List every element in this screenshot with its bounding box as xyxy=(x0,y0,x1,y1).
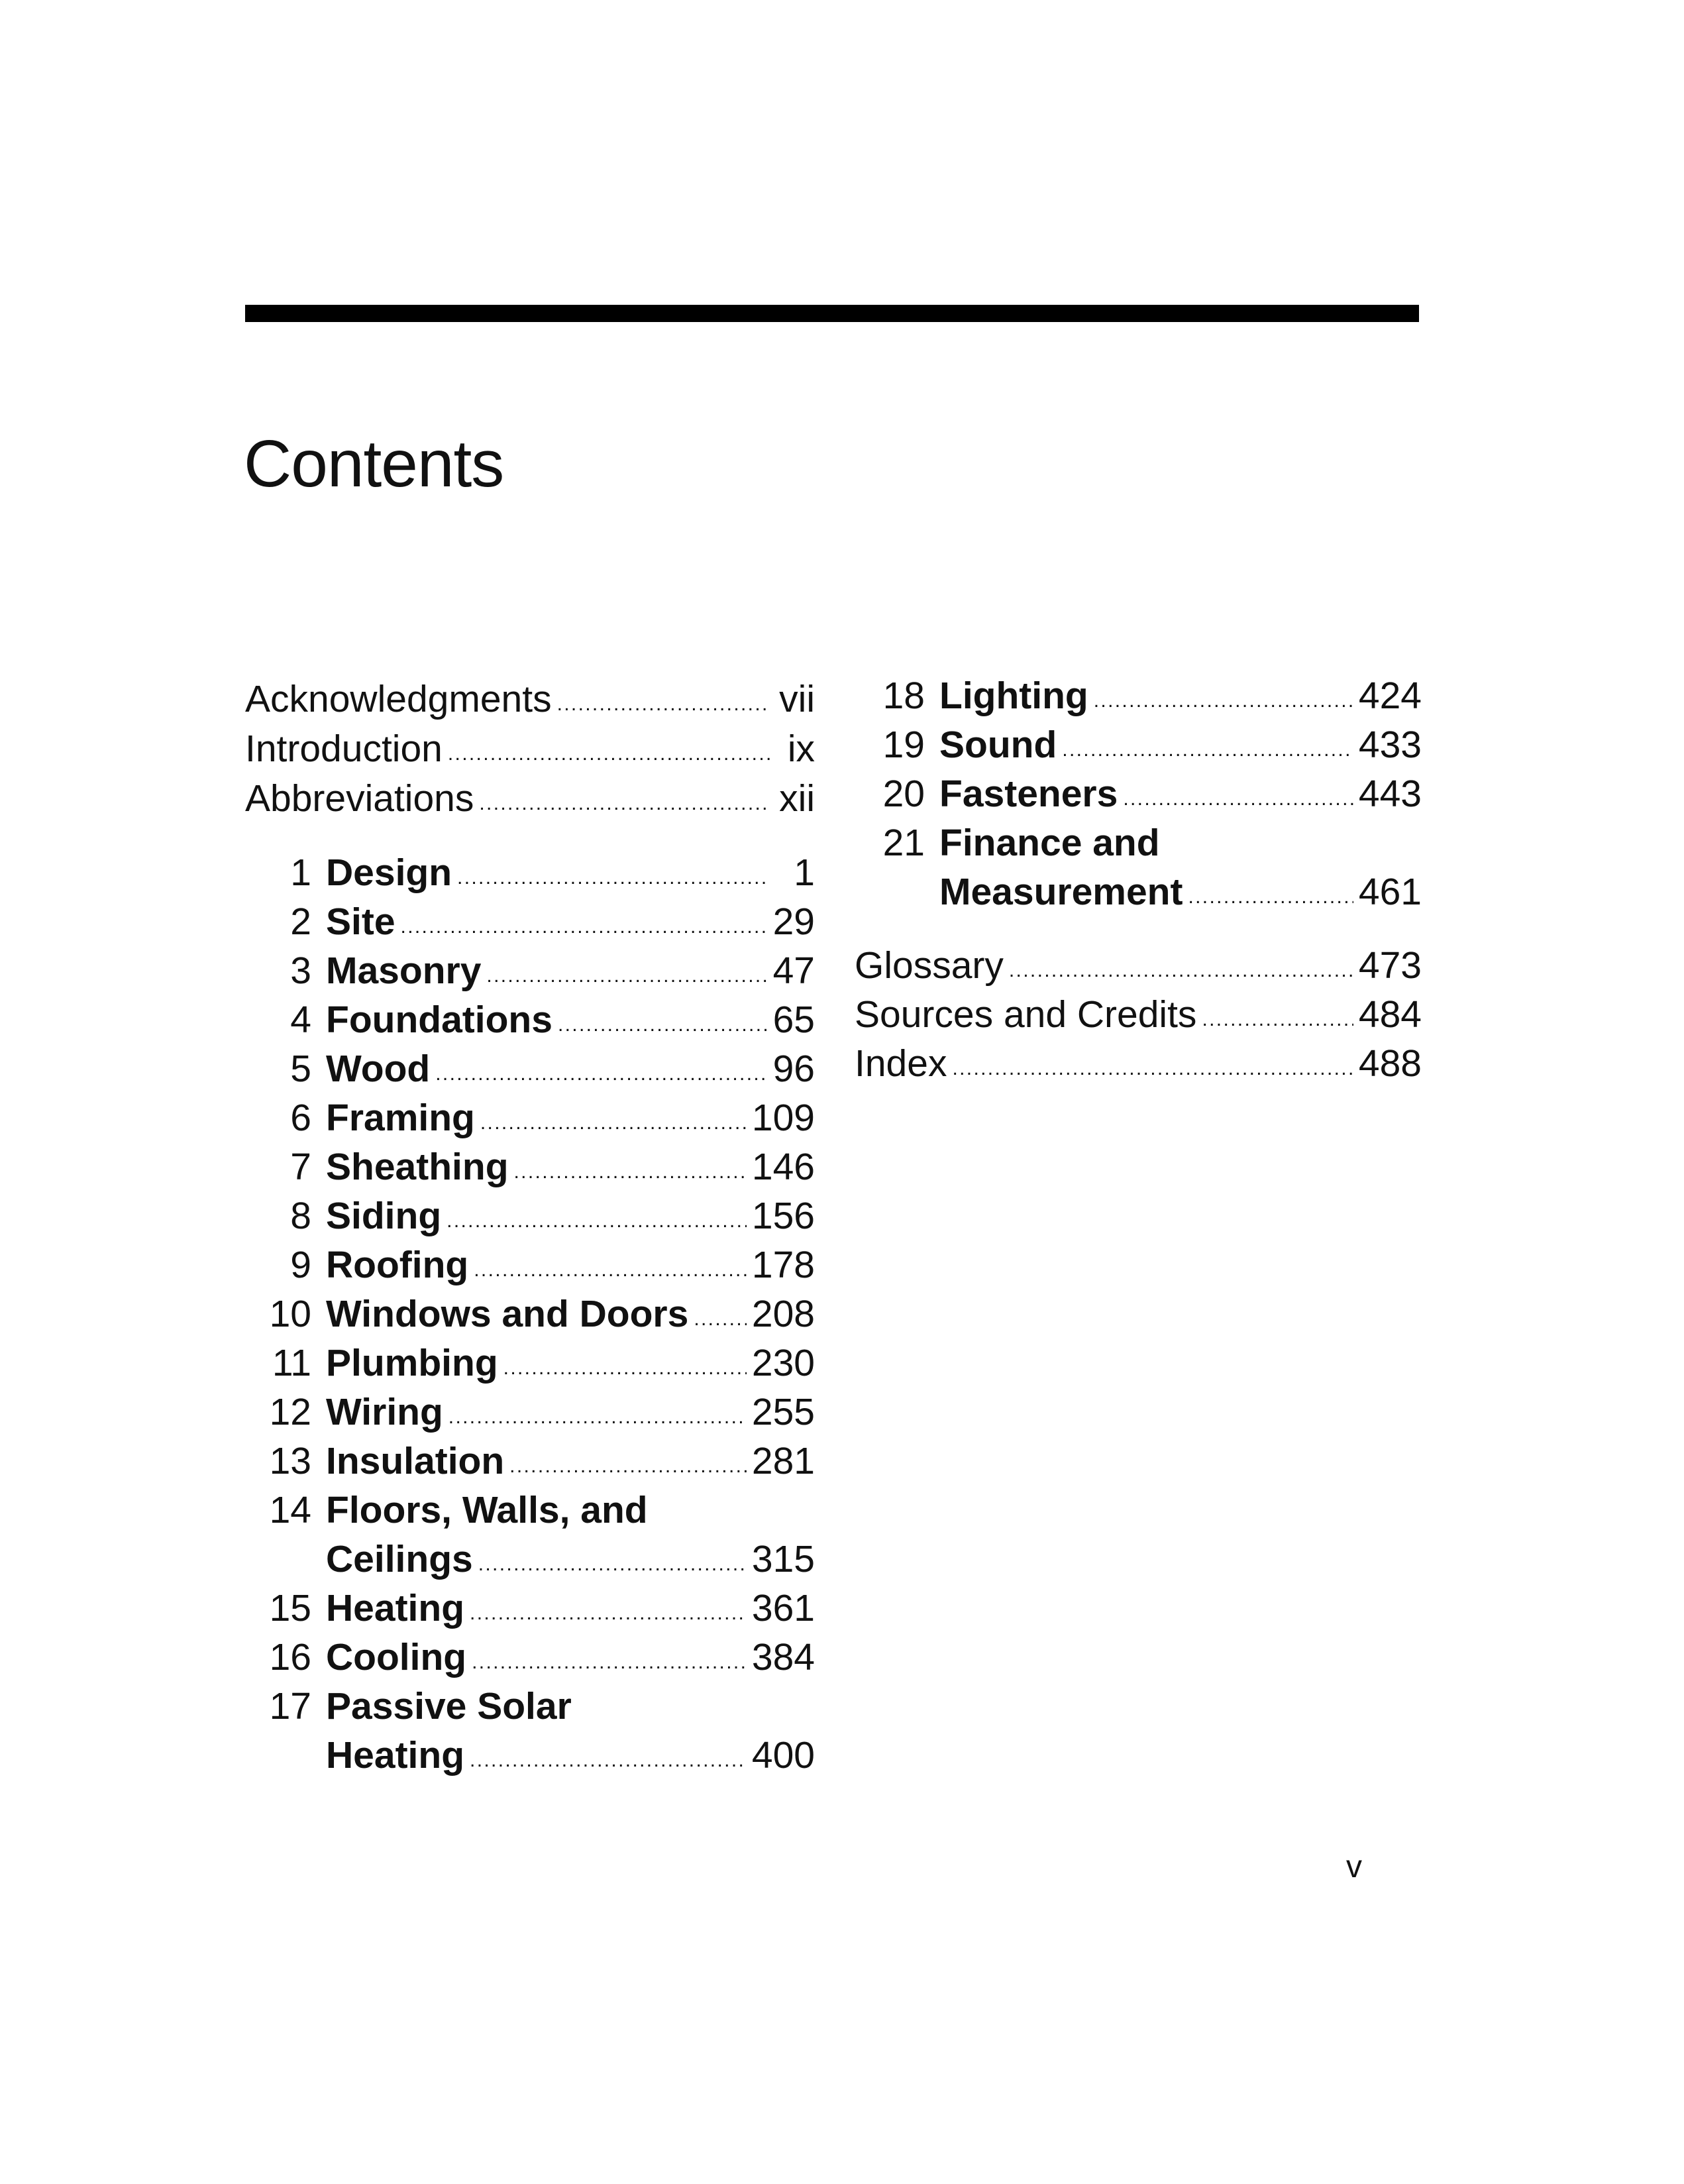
toc-label: Finance and xyxy=(939,822,1160,864)
leader-dots xyxy=(558,999,768,1039)
toc-entry-chapter[interactable] xyxy=(245,1333,815,1382)
leader-dots xyxy=(1062,724,1353,764)
toc-label: Index xyxy=(855,1042,947,1085)
toc-entry-chapter[interactable] xyxy=(245,1382,815,1431)
toc-label: Sheathing xyxy=(326,1146,509,1188)
toc-label: Windows and Doors xyxy=(326,1293,689,1335)
toc-page: 433 xyxy=(1358,724,1422,766)
toc-label: Cooling xyxy=(326,1636,467,1678)
toc-entry-chapter[interactable] xyxy=(245,1480,815,1529)
toc-entry-chapter[interactable] xyxy=(245,1039,815,1088)
toc-label: Wiring xyxy=(326,1391,443,1433)
toc-entry-glossary[interactable] xyxy=(855,936,1422,985)
leader-dots xyxy=(479,778,770,818)
leader-dots xyxy=(401,901,768,941)
toc-page: 230 xyxy=(751,1342,815,1384)
chapter-number: 21 xyxy=(882,822,925,864)
toc-entry-chapter[interactable] xyxy=(245,1627,815,1676)
chapter-number: 17 xyxy=(269,1685,311,1727)
toc-label: Site xyxy=(326,901,395,943)
toc-page: 461 xyxy=(1358,871,1422,913)
leader-dots xyxy=(1202,994,1353,1034)
toc-entry-index[interactable] xyxy=(855,1034,1422,1083)
toc-entry-chapter[interactable] xyxy=(245,1578,815,1627)
toc-page: 1 xyxy=(794,851,815,894)
toc-entry-sources-and-credits[interactable] xyxy=(855,985,1422,1034)
toc-page: 424 xyxy=(1358,675,1422,717)
toc-label: Sound xyxy=(939,724,1057,766)
toc-label: Roofing xyxy=(326,1244,469,1286)
toc-page: 361 xyxy=(751,1587,815,1629)
toc-entry-chapter[interactable] xyxy=(245,892,815,941)
toc-label: Acknowledgments xyxy=(245,678,552,720)
toc-label: Sources and Credits xyxy=(855,993,1197,1036)
page-folio: v xyxy=(1346,1849,1362,1884)
toc-page: 156 xyxy=(751,1195,815,1237)
toc-page: 178 xyxy=(751,1244,815,1286)
toc-label-continued: Heating xyxy=(326,1734,465,1776)
toc-label: Floors, Walls, and xyxy=(326,1489,648,1531)
leader-dots xyxy=(1188,871,1353,911)
toc-entry-chapter[interactable] xyxy=(245,1284,815,1333)
toc-page: 29 xyxy=(772,901,815,943)
toc-label: Foundations xyxy=(326,999,553,1041)
chapter-number: 14 xyxy=(269,1489,311,1531)
toc-label: Design xyxy=(326,851,452,894)
chapter-number: 15 xyxy=(269,1587,311,1629)
leader-dots xyxy=(952,1043,1353,1083)
toc-page: 488 xyxy=(1358,1042,1422,1085)
toc-entry-chapter[interactable] xyxy=(245,1235,815,1284)
toc-entry-chapter-continued[interactable] xyxy=(245,1725,815,1774)
chapter-number: 12 xyxy=(269,1391,311,1433)
leader-dots xyxy=(509,1441,747,1480)
chapter-number: 9 xyxy=(290,1244,311,1286)
toc-page: 315 xyxy=(751,1538,815,1580)
leader-dots xyxy=(1094,675,1353,715)
header-rule xyxy=(245,305,1419,322)
leader-dots xyxy=(486,950,767,990)
toc-entry-chapter[interactable] xyxy=(245,1676,815,1725)
toc-entry-chapter[interactable] xyxy=(859,764,1422,813)
chapter-number: 20 xyxy=(882,773,925,815)
toc-entry-abbreviations[interactable] xyxy=(245,769,815,818)
leader-dots xyxy=(435,1048,767,1088)
leader-dots xyxy=(1009,945,1353,985)
leader-dots xyxy=(503,1342,747,1382)
leader-dots xyxy=(474,1244,747,1284)
toc-page: 255 xyxy=(751,1391,815,1433)
toc-label: Introduction xyxy=(245,728,443,770)
toc-page: vii xyxy=(779,678,815,720)
toc-entry-chapter[interactable] xyxy=(245,843,815,892)
toc-page: 484 xyxy=(1358,993,1422,1036)
leader-dots xyxy=(694,1293,747,1333)
toc-entry-introduction[interactable] xyxy=(245,719,815,768)
toc-page: 65 xyxy=(772,999,815,1041)
toc-entry-chapter[interactable] xyxy=(859,813,1422,862)
leader-dots xyxy=(1123,773,1353,813)
toc-page: 400 xyxy=(751,1734,815,1776)
toc-entry-acknowledgments[interactable] xyxy=(245,669,815,718)
chapter-number: 7 xyxy=(290,1146,311,1188)
chapter-number: 11 xyxy=(272,1342,311,1384)
toc-page: 443 xyxy=(1358,773,1422,815)
toc-page: xii xyxy=(779,777,815,820)
toc-entry-chapter[interactable] xyxy=(245,941,815,990)
toc-entry-chapter[interactable] xyxy=(245,990,815,1039)
toc-entry-chapter[interactable] xyxy=(245,1137,815,1186)
toc-page: 208 xyxy=(751,1293,815,1335)
chapter-number: 2 xyxy=(290,901,311,943)
leader-dots xyxy=(557,679,770,718)
leader-dots xyxy=(470,1588,747,1627)
chapter-number: 10 xyxy=(269,1293,311,1335)
chapter-number: 1 xyxy=(290,851,311,894)
leader-dots xyxy=(472,1637,747,1676)
toc-label: Heating xyxy=(326,1587,465,1629)
toc-label: Insulation xyxy=(326,1440,505,1482)
chapter-number: 16 xyxy=(269,1636,311,1678)
page-title: Contents xyxy=(244,427,504,501)
toc-page: 109 xyxy=(751,1097,815,1139)
leader-dots xyxy=(514,1146,747,1186)
chapter-number: 4 xyxy=(290,999,311,1041)
toc-label: Fasteners xyxy=(939,773,1118,815)
toc-label-continued: Ceilings xyxy=(326,1538,473,1580)
toc-label: Wood xyxy=(326,1048,431,1090)
toc-page: 384 xyxy=(751,1636,815,1678)
chapter-number: 19 xyxy=(882,724,925,766)
toc-label: Siding xyxy=(326,1195,442,1237)
toc-page: 146 xyxy=(751,1146,815,1188)
toc-label: Framing xyxy=(326,1097,475,1139)
leader-dots xyxy=(480,1097,747,1137)
toc-entry-chapter[interactable] xyxy=(245,1431,815,1480)
toc-page: 47 xyxy=(772,950,815,992)
leader-dots xyxy=(457,852,770,892)
toc-page: 96 xyxy=(772,1048,815,1090)
chapter-number: 8 xyxy=(290,1195,311,1237)
toc-label: Plumbing xyxy=(326,1342,498,1384)
chapter-number: 3 xyxy=(290,950,311,992)
toc-label: Lighting xyxy=(939,675,1088,717)
chapter-number: 6 xyxy=(290,1097,311,1139)
leader-dots xyxy=(478,1539,747,1578)
toc-label: Glossary xyxy=(855,944,1004,987)
toc-entry-chapter[interactable] xyxy=(859,715,1422,764)
toc-entry-chapter[interactable] xyxy=(245,1186,815,1235)
toc-label: Masonry xyxy=(326,950,482,992)
toc-entry-chapter-continued[interactable] xyxy=(859,862,1422,911)
leader-dots xyxy=(448,1392,747,1431)
toc-label: Passive Solar xyxy=(326,1685,572,1727)
leader-dots xyxy=(447,1195,747,1235)
chapter-number: 18 xyxy=(882,675,925,717)
toc-page: 281 xyxy=(751,1440,815,1482)
toc-entry-chapter-continued[interactable] xyxy=(245,1529,815,1578)
toc-label-continued: Measurement xyxy=(939,871,1183,913)
chapter-number: 5 xyxy=(290,1048,311,1090)
toc-page: ix xyxy=(787,728,815,770)
toc-entry-chapter[interactable] xyxy=(859,666,1422,715)
toc-label: Abbreviations xyxy=(245,777,474,820)
leader-dots xyxy=(448,728,770,768)
toc-entry-chapter[interactable] xyxy=(245,1088,815,1137)
chapter-number: 13 xyxy=(269,1440,311,1482)
toc-page: 473 xyxy=(1358,944,1422,987)
leader-dots xyxy=(470,1735,747,1774)
